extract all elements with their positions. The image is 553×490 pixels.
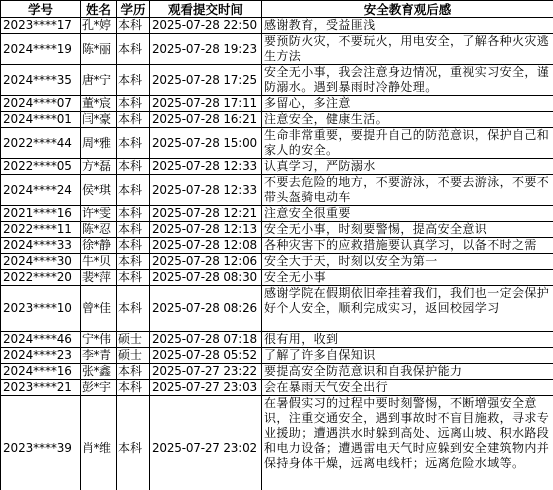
table-row — [1, 348, 553, 364]
cell-feedback[interactable]: 安全大于天，时刻以安全为第一 — [262, 254, 553, 270]
cell-student-id[interactable]: 2023****21 — [1, 380, 81, 396]
cell-student-id[interactable]: 2024****24 — [1, 175, 81, 206]
cell-name[interactable]: 肖*维 — [81, 396, 117, 490]
cell-name[interactable]: 李*青 — [81, 348, 117, 364]
cell-feedback[interactable]: 感谢学院在假期依旧牵挂着我们，我们也一定会保护好个人安全，顺利完成实习，返回校园学习 — [262, 286, 553, 332]
cell-feedback[interactable]: 不要去危险的地方，不要游泳，不要去游泳，不要不带头盔骑电动车 — [262, 175, 553, 206]
cell-feedback[interactable]: 安全无小事，时刻要警惕，提高安全意识 — [262, 222, 553, 238]
cell-student-id[interactable]: 2024****07 — [1, 96, 81, 112]
header-row — [1, 1, 553, 18]
cell-name[interactable]: 方*磊 — [81, 159, 117, 175]
header-feedback[interactable]: 安全教育观后感 — [262, 1, 553, 18]
cell-student-id[interactable]: 2021****16 — [1, 206, 81, 222]
cell-student-id[interactable]: 2024****35 — [1, 65, 81, 96]
cell-degree[interactable]: 本科 — [117, 65, 150, 96]
cell-feedback[interactable]: 认真学习，严防溺水 — [262, 159, 553, 175]
table-row — [1, 65, 553, 96]
cell-feedback[interactable]: 要提高安全防范意识和自我保护能力 — [262, 364, 553, 380]
cell-degree[interactable]: 本科 — [117, 159, 150, 175]
cell-student-id[interactable]: 2024****33 — [1, 238, 81, 254]
header-name[interactable]: 姓名 — [81, 1, 117, 18]
cell-student-id[interactable]: 2023****10 — [1, 286, 81, 332]
header-degree[interactable]: 学历 — [117, 1, 150, 18]
cell-name[interactable]: 曾*佳 — [81, 286, 117, 332]
cell-name[interactable]: 孔*婷 — [81, 18, 117, 34]
table-row — [1, 270, 553, 286]
table-row — [1, 238, 553, 254]
cell-name[interactable]: 陈*丽 — [81, 34, 117, 65]
cell-name[interactable]: 徐*静 — [81, 238, 117, 254]
cell-feedback[interactable]: 在暑假实习的过程中要时刻警惕，不断增强安全意识，注重交通安全，遇到事故时不盲目施救，寻求专业援助；遭遇洪水时躲到高处、远离山坡、积水路段和电力设备；遭遇雷电天气时应躲到安全建筑物内并保持身体干燥，远离电线杆；远离危险水域等。 — [262, 396, 553, 490]
cell-student-id[interactable]: 2024****23 — [1, 348, 81, 364]
table-row — [1, 112, 553, 128]
cell-student-id[interactable]: 2022****20 — [1, 270, 81, 286]
table-row — [1, 222, 553, 238]
cell-submit-time[interactable]: 2025-07-28 15:00 — [150, 128, 262, 159]
cell-submit-time[interactable]: 2025-07-28 08:30 — [150, 270, 262, 286]
cell-degree[interactable]: 本科 — [117, 175, 150, 206]
cell-degree[interactable]: 硕士 — [117, 332, 150, 348]
cell-student-id[interactable]: 2024****01 — [1, 112, 81, 128]
cell-degree[interactable]: 本科 — [117, 112, 150, 128]
cell-submit-time[interactable]: 2025-07-28 16:21 — [150, 112, 262, 128]
cell-degree[interactable]: 本科 — [117, 254, 150, 270]
cell-feedback[interactable]: 各种灾害下的应救措施要认真学习，以备不时之需 — [262, 238, 553, 254]
cell-student-id[interactable]: 2024****46 — [1, 332, 81, 348]
cell-student-id[interactable]: 2024****30 — [1, 254, 81, 270]
table-row — [1, 159, 553, 175]
cell-submit-time[interactable]: 2025-07-28 12:06 — [150, 254, 262, 270]
cell-degree[interactable]: 本科 — [117, 270, 150, 286]
cell-feedback[interactable]: 安全无小事 — [262, 270, 553, 286]
cell-student-id[interactable]: 2024****16 — [1, 364, 81, 380]
cell-feedback[interactable]: 要预防火灾，不要玩火，用电安全，了解各种火灾逃生方法 — [262, 34, 553, 65]
cell-submit-time[interactable]: 2025-07-28 12:33 — [150, 159, 262, 175]
cell-submit-time[interactable]: 2025-07-27 23:02 — [150, 396, 262, 490]
cell-degree[interactable]: 本科 — [117, 128, 150, 159]
cell-student-id[interactable]: 2023****39 — [1, 396, 81, 490]
cell-submit-time[interactable]: 2025-07-28 22:50 — [150, 18, 262, 34]
cell-submit-time[interactable]: 2025-07-28 17:25 — [150, 65, 262, 96]
cell-submit-time[interactable]: 2025-07-28 12:13 — [150, 222, 262, 238]
cell-feedback[interactable]: 多留心，多注意 — [262, 96, 553, 112]
table-row — [1, 96, 553, 112]
table-row — [1, 332, 553, 348]
table-row — [1, 380, 553, 396]
table-row — [1, 364, 553, 380]
cell-feedback[interactable]: 安全无小事，我会注意身边情况，重视实习安全，谨防溺水。遇到暴雨时冷静处理。 — [262, 65, 553, 96]
table-row — [1, 34, 553, 65]
cell-student-id[interactable]: 2023****17 — [1, 18, 81, 34]
cell-submit-time[interactable]: 2025-07-28 07:18 — [150, 332, 262, 348]
table-row — [1, 286, 553, 332]
header-student-id[interactable]: 学号 — [1, 1, 81, 18]
cell-degree[interactable]: 本科 — [117, 18, 150, 34]
cell-feedback[interactable]: 感谢教育，受益匪浅 — [262, 18, 553, 34]
cell-submit-time[interactable]: 2025-07-28 19:23 — [150, 34, 262, 65]
cell-degree[interactable]: 本科 — [117, 96, 150, 112]
cell-feedback[interactable]: 会在暴雨天气安全出行 — [262, 380, 553, 396]
cell-name[interactable]: 宁*伟 — [81, 332, 117, 348]
cell-feedback[interactable]: 注意安全，健康生活。 — [262, 112, 553, 128]
table-row — [1, 206, 553, 222]
cell-submit-time[interactable]: 2025-07-28 08:26 — [150, 286, 262, 332]
cell-degree[interactable]: 本科 — [117, 364, 150, 380]
cell-degree[interactable]: 本科 — [117, 396, 150, 490]
cell-submit-time[interactable]: 2025-07-28 17:11 — [150, 96, 262, 112]
cell-submit-time[interactable]: 2025-07-28 05:52 — [150, 348, 262, 364]
cell-degree[interactable]: 本科 — [117, 34, 150, 65]
cell-student-id[interactable]: 2022****44 — [1, 128, 81, 159]
cell-degree[interactable]: 本科 — [117, 286, 150, 332]
cell-degree[interactable]: 本科 — [117, 380, 150, 396]
cell-student-id[interactable]: 2024****19 — [1, 34, 81, 65]
cell-submit-time[interactable]: 2025-07-27 23:03 — [150, 380, 262, 396]
cell-submit-time[interactable]: 2025-07-28 12:21 — [150, 206, 262, 222]
header-submit-time[interactable]: 观看提交时间 — [150, 1, 262, 18]
cell-student-id[interactable]: 2022****11 — [1, 222, 81, 238]
table-row — [1, 254, 553, 270]
cell-feedback[interactable]: 注意安全很重要 — [262, 206, 553, 222]
table-row — [1, 396, 553, 490]
cell-name[interactable]: 彭*宇 — [81, 380, 117, 396]
cell-submit-time[interactable]: 2025-07-27 23:22 — [150, 364, 262, 380]
table-row — [1, 128, 553, 159]
cell-name[interactable]: 许*雯 — [81, 206, 117, 222]
cell-feedback[interactable]: 很有用，收到 — [262, 332, 553, 348]
cell-submit-time[interactable]: 2025-07-28 12:08 — [150, 238, 262, 254]
cell-degree[interactable]: 本科 — [117, 222, 150, 238]
cell-name[interactable]: 裴*萍 — [81, 270, 117, 286]
cell-degree[interactable]: 本科 — [117, 238, 150, 254]
cell-feedback[interactable]: 了解了许多自保知识 — [262, 348, 553, 364]
cell-feedback[interactable]: 生命非常重要，要提升自己的防范意识，保护自己和家人的安全。 — [262, 128, 553, 159]
cell-degree[interactable]: 本科 — [117, 206, 150, 222]
cell-name[interactable]: 陈*忍 — [81, 222, 117, 238]
cell-name[interactable]: 侯*琪 — [81, 175, 117, 206]
table-row — [1, 18, 553, 34]
table-body — [1, 18, 553, 490]
cell-submit-time[interactable]: 2025-07-28 12:33 — [150, 175, 262, 206]
cell-name[interactable]: 牛*贝 — [81, 254, 117, 270]
cell-name[interactable]: 唐*宁 — [81, 65, 117, 96]
cell-degree[interactable]: 硕士 — [117, 348, 150, 364]
cell-name[interactable]: 闫*豪 — [81, 112, 117, 128]
cell-name[interactable]: 周*雅 — [81, 128, 117, 159]
table-row — [1, 175, 553, 206]
cell-name[interactable]: 张*鑫 — [81, 364, 117, 380]
cell-student-id[interactable]: 2022****05 — [1, 159, 81, 175]
cell-name[interactable]: 董*宸 — [81, 96, 117, 112]
